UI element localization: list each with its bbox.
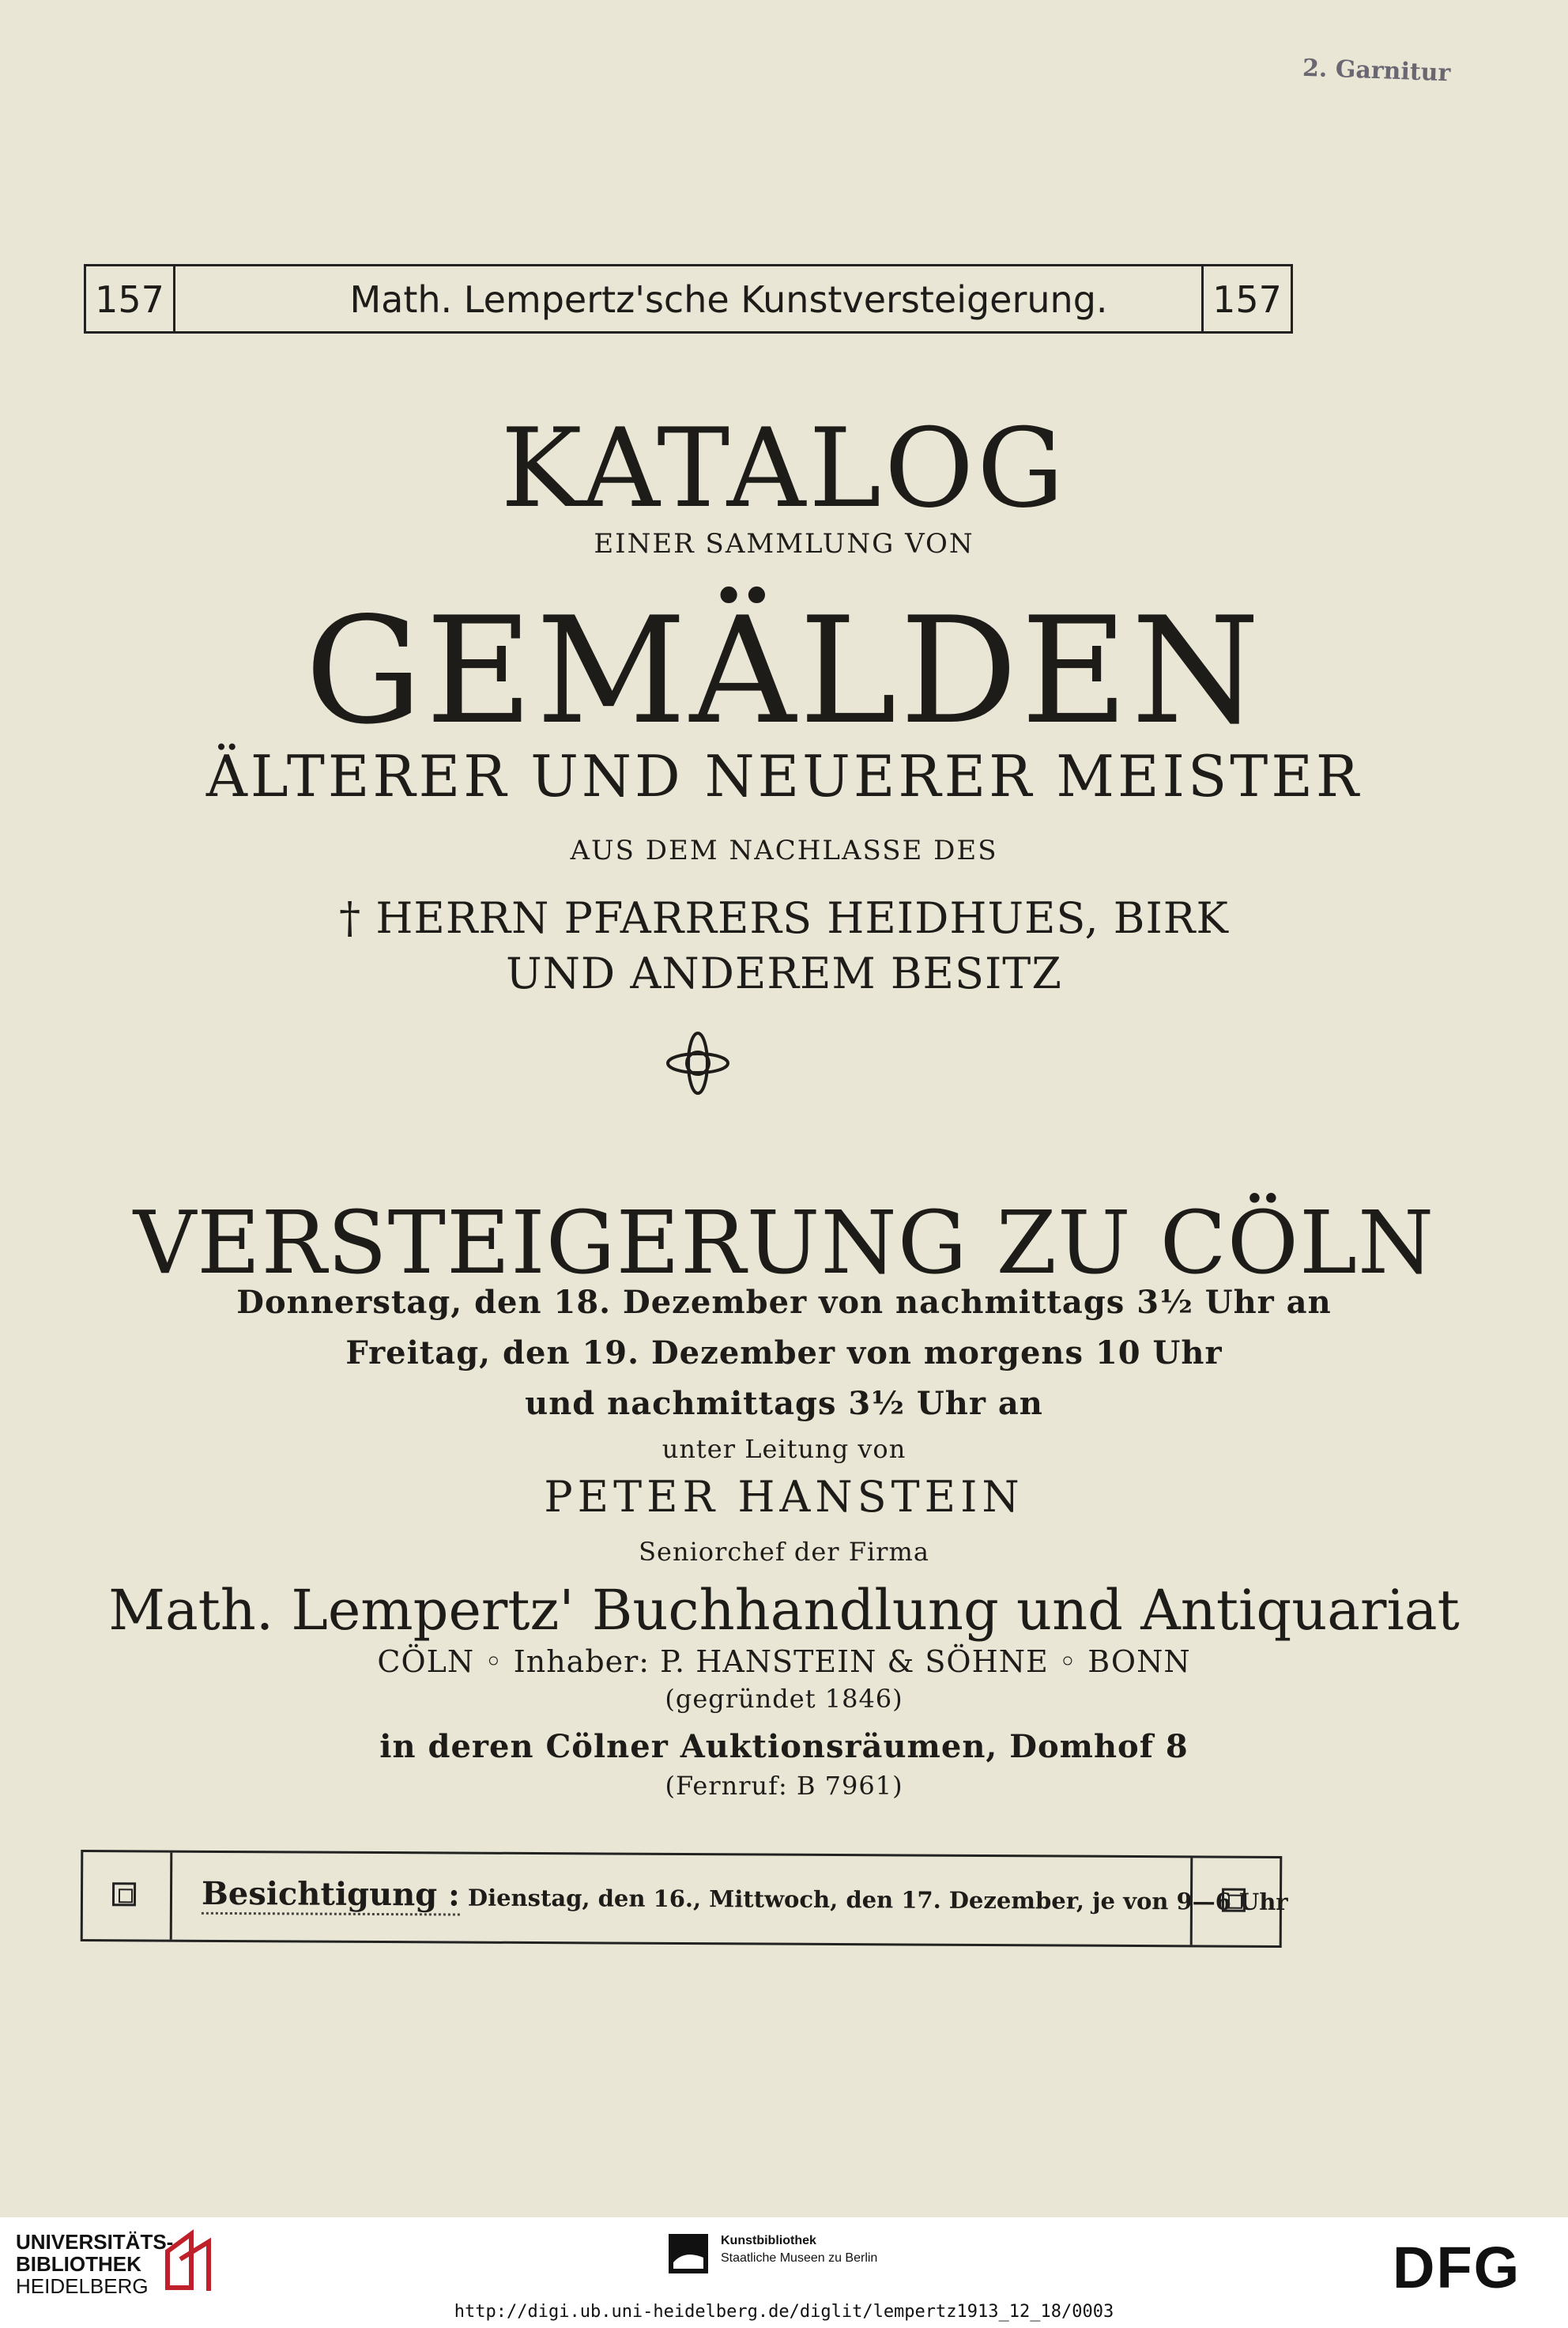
firm-name: Math. Lempertz' Buchhandlung und Antiquariat: [108, 1578, 1460, 1643]
permalink-url[interactable]: http://digi.ub.uni-heidelberg.de/diglit/lempertz1913_12_18/0003: [454, 2302, 1114, 2322]
header-title: Math. Lempertz'sche Kunstversteigerung.: [349, 278, 1108, 321]
auction-location: in deren Cölner Auktionsräumen, Domhof 8: [379, 1728, 1189, 1765]
firm-owners: CÖLN ◦ Inhaber: P. HANSTEIN & SÖHNE ◦ BONN: [377, 1644, 1191, 1679]
viewing-dates: Dienstag, den 16., Mittwoch, den 17. Dezember, je von 9—6 Uhr: [467, 1884, 1288, 1916]
box-corner-right: [1190, 1858, 1280, 1945]
uni-line-3: HEIDELBERG: [16, 2274, 149, 2298]
main-title: GEMÄLDEN: [304, 585, 1264, 757]
square-ornament-icon: [112, 1882, 136, 1906]
dfg-logo[interactable]: DFG: [1393, 2235, 1521, 2300]
subtitle-meister: ÄLTERER UND NEUERER MEISTER: [205, 743, 1363, 809]
kb-line-2: Staatliche Museen zu Berlin: [721, 2251, 878, 2265]
kunstbibliothek-label[interactable]: [721, 2232, 877, 2267]
kunstbibliothek-logo-icon: [669, 2234, 708, 2273]
viewing-box: [81, 1850, 1288, 1948]
university-library-logo[interactable]: [16, 2231, 173, 2297]
viewing-label: Besichtigung :: [202, 1875, 460, 1916]
auction-date-3: und nachmittags 3½ Uhr an: [525, 1385, 1043, 1422]
catalog-number-left: 157: [86, 266, 175, 331]
ornament-icon: [662, 1028, 733, 1099]
box-corner-left: [83, 1852, 173, 1940]
uni-line-2: BIBLIOTHEK: [16, 2252, 141, 2276]
header-box: [84, 264, 1293, 334]
square-ornament-icon: [1222, 1888, 1246, 1912]
catalog-number-right: 157: [1201, 266, 1291, 331]
archive-stamp: 2. Garnitur: [1302, 54, 1451, 88]
subtitle-sammlung: EINER SAMMLUNG VON: [594, 528, 974, 560]
phone-number: (Fernruf: B 7961): [665, 1771, 903, 1801]
kb-line-1: Kunstbibliothek: [721, 2234, 816, 2247]
firm-founded: (gegründet 1846): [665, 1684, 903, 1714]
under-direction: unter Leitung von: [662, 1434, 906, 1464]
viewing-text: [202, 1875, 1288, 1918]
auctioneer-role: Seniorchef der Firma: [639, 1537, 929, 1567]
katalog-title: KATALOG: [500, 405, 1068, 532]
auction-heading: VERSTEIGERUNG ZU CÖLN: [133, 1192, 1435, 1293]
auction-date-2: Freitag, den 19. Dezember von morgens 10 Uhr: [345, 1334, 1223, 1372]
auction-date-1: Donnerstag, den 18. Dezember von nachmittags 3½ Uhr an: [236, 1284, 1332, 1321]
auctioneer-name: PETER HANSTEIN: [544, 1472, 1024, 1522]
owner-line-2: UND ANDEREM BESITZ: [506, 949, 1062, 998]
uni-line-1: UNIVERSITÄTS-: [16, 2230, 174, 2254]
subtitle-nachlass: AUS DEM NACHLASSE DES: [570, 835, 998, 866]
ub-heidelberg-logo-icon: [161, 2228, 217, 2294]
owner-line-1: † HERRN PFARRERS HEIDHUES, BIRK: [339, 893, 1229, 943]
